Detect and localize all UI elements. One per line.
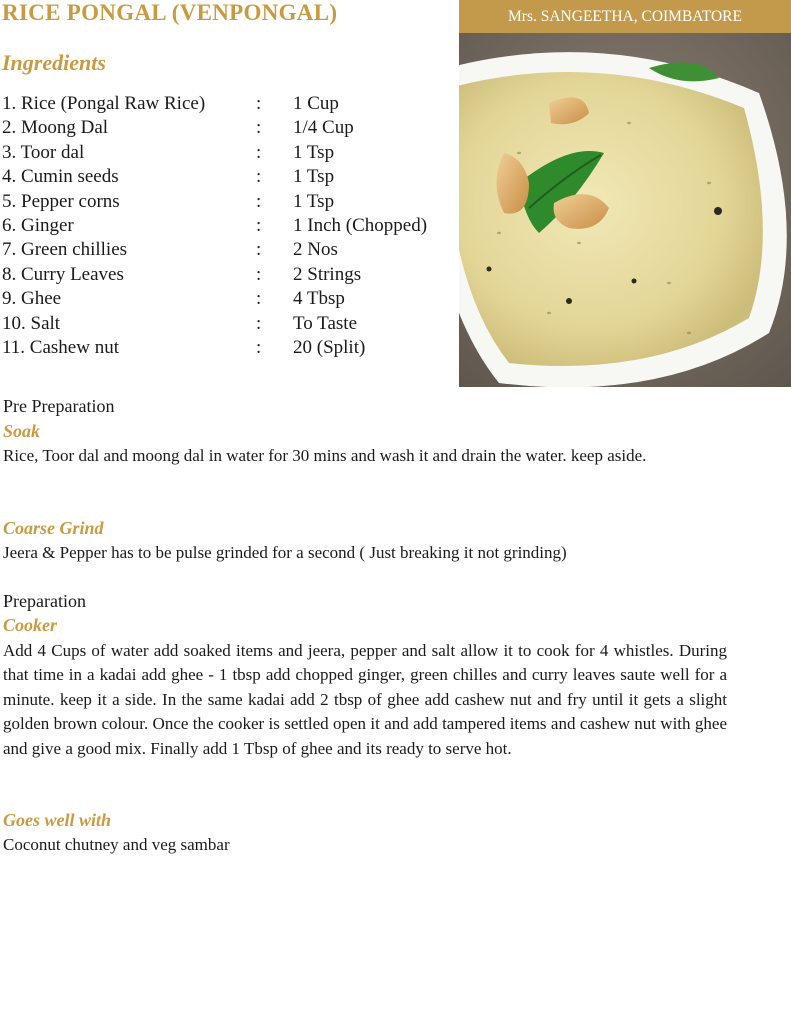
ingredient-row <box>2 165 457 189</box>
ingredient-name: 7. Green chillies <box>2 239 128 261</box>
ingredient-separator: : <box>256 166 262 188</box>
ingredient-separator: : <box>256 336 262 358</box>
ingredient-row <box>2 336 457 360</box>
cooker-instructions: Add 4 Cups of water add soaked items and jeera, pepper and salt allow it to cook for 4 whistles. During that time in a kadai add ghee - 1 tbsp add chopped ginger, green chilles and curry leaves saute well for a minute. keep it a side. In the same kadai add 2 tbsp of ghee add cashew nut and fry until it gets a slight golden brown colour. Once the cooker is settled open it and add tampered items and cashew nut with ghee and give a good mix. Finally add 1 Tbsp of ghee and its ready to serve hot. <box>3 641 727 758</box>
coarse-grind-heading: Coarse Grind <box>3 518 104 538</box>
ingredient-name: 2. Moong Dal <box>2 117 109 139</box>
ingredient-separator: : <box>256 190 262 212</box>
pongal-bowl-image <box>459 33 791 387</box>
ingredient-row <box>2 141 457 165</box>
goes-well-with-heading: Goes well with <box>3 810 112 830</box>
ingredient-quantity: 1 Inch (Chopped) <box>293 214 428 236</box>
ingredient-row <box>2 92 457 116</box>
ingredient-quantity: 1 Tsp <box>293 141 335 163</box>
ingredient-name: 9. Ghee <box>2 288 62 310</box>
ingredient-name: 10. Salt <box>2 312 61 334</box>
ingredient-separator: : <box>256 312 262 334</box>
ingredient-name: 5. Pepper corns <box>2 190 120 212</box>
recipe-title: RICE PONGAL (VENPONGAL) <box>2 0 338 25</box>
ingredient-separator: : <box>256 141 262 163</box>
ingredients-list <box>2 92 457 360</box>
pre-preparation-label: Pre Preparation <box>3 396 115 416</box>
ingredient-quantity: 4 Tbsp <box>293 288 345 310</box>
ingredient-name: 11. Cashew nut <box>2 336 119 358</box>
author-banner: Mrs. SANGEETHA, COIMBATORE <box>459 0 791 33</box>
ingredient-separator: : <box>256 263 262 285</box>
ingredient-quantity: 2 Strings <box>293 263 362 285</box>
preparation-label: Preparation <box>3 591 86 611</box>
ingredient-separator: : <box>256 214 262 236</box>
ingredients-heading: Ingredients <box>2 50 106 75</box>
soak-heading: Soak <box>3 421 41 441</box>
ingredient-name: 8. Curry Leaves <box>2 263 124 285</box>
ingredient-name: 6. Ginger <box>2 214 74 236</box>
ingredient-row <box>2 190 457 214</box>
ingredient-row <box>2 116 457 140</box>
ingredient-quantity: To Taste <box>293 312 358 334</box>
ingredient-row <box>2 214 457 238</box>
ingredient-name: 4. Cumin seeds <box>2 166 119 188</box>
ingredient-row <box>2 287 457 311</box>
ingredient-name: 3. Toor dal <box>2 141 85 163</box>
ingredient-name: 1. Rice (Pongal Raw Rice) <box>2 93 206 114</box>
ingredient-separator: : <box>256 93 262 114</box>
goes-well-with-text: Coconut chutney and veg sambar <box>3 835 230 854</box>
ingredient-separator: : <box>256 117 262 139</box>
soak-instructions: Rice, Toor dal and moong dal in water for 30 mins and wash it and drain the water. keep aside. <box>3 446 647 465</box>
ingredient-quantity: 2 Nos <box>293 239 338 261</box>
coarse-grind-instructions: Jeera & Pepper has to be pulse grinded for a second ( Just breaking it not grinding) <box>3 543 567 562</box>
ingredient-row <box>2 238 457 262</box>
ingredient-quantity: 1 Tsp <box>293 190 335 212</box>
ingredient-quantity: 1 Tsp <box>293 166 335 188</box>
ingredient-quantity: 1/4 Cup <box>293 117 354 139</box>
ingredient-separator: : <box>256 288 262 310</box>
ingredient-quantity: 1 Cup <box>293 93 339 114</box>
ingredient-quantity: 20 (Split) <box>293 336 366 358</box>
ingredient-row <box>2 312 457 336</box>
cooker-heading: Cooker <box>3 615 57 635</box>
ingredient-row <box>2 263 457 287</box>
ingredient-separator: : <box>256 239 262 261</box>
pongal-photo <box>459 33 791 387</box>
